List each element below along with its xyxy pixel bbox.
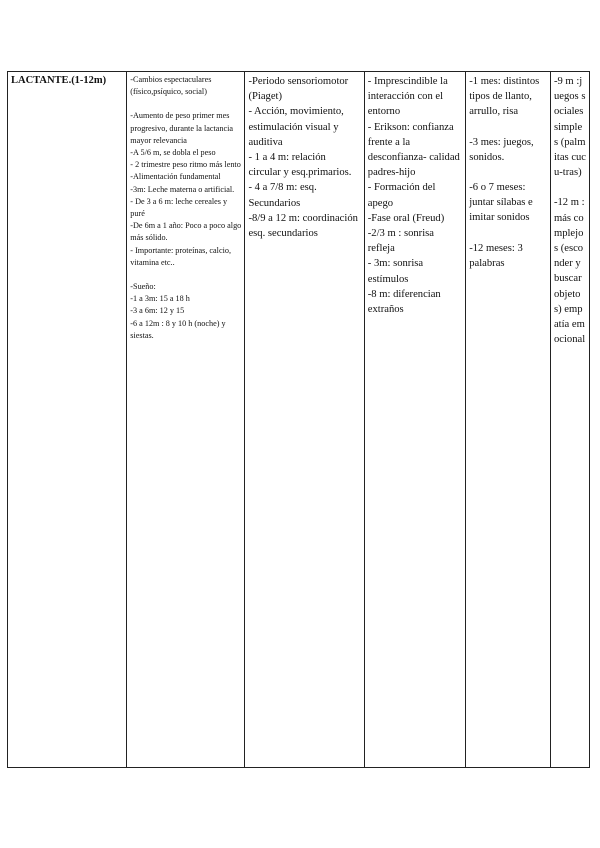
language-block-4: -12 meses: 3 palabras	[469, 242, 523, 269]
socioaffective-text: - Imprescindible la interacción con el entorno - Erikson: confianza frente a la desconfianza- calidad padres-hijo - Formación del apego -Fase oral (Freud) -2/3 m : sonrisa refleja - 3m: sonrisa estímulos -8 m: diferencian extraños	[367, 76, 460, 316]
row-header-cell	[8, 72, 127, 768]
cognitive-development-cell	[245, 72, 364, 768]
social-play-cell	[550, 72, 589, 768]
socioaffective-development-cell	[364, 72, 465, 768]
development-table	[7, 71, 590, 768]
cognitive-text: -Periodo sensoriomotor (Piaget) - Acción, movimiento, estimulación visual y auditiva - 1 a 4 m: relación circular y esq.primarios. - 4 a 7/8 m: esq. Secundarios -8/9 a 12 m: coordinación esq. secundarios	[248, 76, 358, 240]
play-block-1: -9 m :juegos sociales simples (palmitas cucu-tras)	[553, 76, 587, 179]
table-row	[8, 72, 590, 768]
physical-block-1: -Cambios espectaculares (físico,psíquico, social)	[130, 75, 212, 97]
sleep-block: -Sueño: -1 a 3m: 15 a 18 h -3 a 6m: 12 y 15 -6 a 12m : 8 y 10 h (noche) y siestas.	[130, 282, 226, 340]
physical-development-cell	[127, 72, 245, 768]
physical-block-2: -Aumento de peso primer mes progresivo, durante la lactancia mayor relevancia -A 5/6 m, se dobla el peso - 2 trimestre peso ritmo más lento -Alimentación fundamental -3m: Leche materna o artificial. - De 3 a 6 m: leche cereales y puré -De 6m a 1 año: Poco a poco algo más sólido. - Importante: proteínas, calcio, vitamina etc..	[130, 111, 242, 267]
language-block-2: -3 mes: juegos, sonidos.	[469, 136, 534, 163]
language-block-1: -1 mes: distintos tipos de llanto, arrullo, risa	[469, 76, 540, 118]
play-block-2: -12 m : más complejos (esconder y buscar objetos) empatía emocional	[553, 197, 586, 346]
language-block-3: -6 o 7 meses: juntar sílabas e imitar sonidos	[469, 182, 533, 224]
row-header: LACTANTE.(1-12m)	[11, 75, 107, 86]
language-development-cell	[466, 72, 551, 768]
